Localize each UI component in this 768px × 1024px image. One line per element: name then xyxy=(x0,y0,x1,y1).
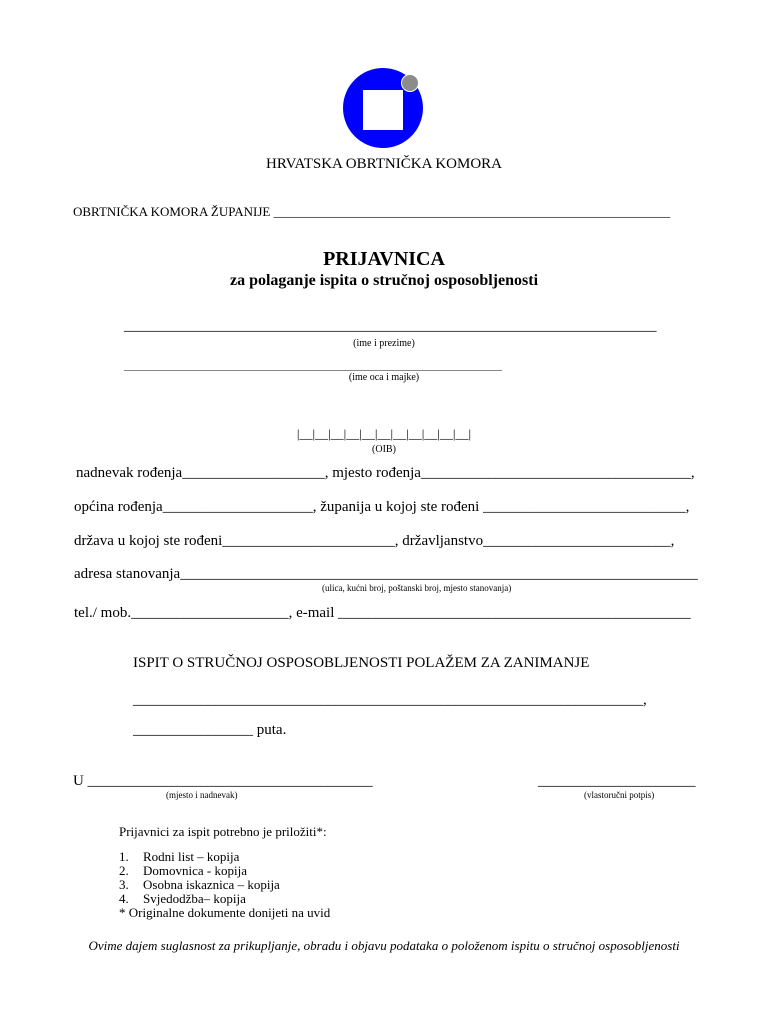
birth-date-place-line[interactable]: nadnevak rođenja___________________, mjesto rođenja____________________________________, xyxy=(76,465,695,481)
form-subtitle: za polaganje ispita o stručnoj osposobljenosti xyxy=(229,272,539,289)
municipality-county-line[interactable]: općina rođenja____________________, županija u kojoj ste rođeni ___________________________, xyxy=(74,499,690,515)
place-date-line[interactable]: U ______________________________________ xyxy=(73,773,373,789)
oib-boxes[interactable]: |__|__|__|__|__|__|__|__|__|__|__| xyxy=(296,426,472,441)
name-field-line[interactable]: _______________________________________________________________________ xyxy=(124,318,657,334)
place-date-caption: (mjesto i nadnevak) xyxy=(166,790,238,800)
exam-heading: ISPIT O STRUČNOJ OSPOSOBLJENOSTI POLAŽEM ZA ZANIMANJE xyxy=(133,655,590,671)
parents-caption: (ime oca i majke) xyxy=(348,372,420,383)
oib-caption: (OIB) xyxy=(372,444,396,455)
attachments-intro: Prijavnici za ispit potrebno je priložiti*: xyxy=(119,824,327,839)
occupation-line[interactable]: ____________________________________________________________________, xyxy=(133,692,647,708)
signature-line[interactable]: _____________________ xyxy=(538,773,696,789)
form-title: PRIJAVNICA xyxy=(323,248,445,270)
county-chamber-line: OBRTNIČKA KOMORA ŽUPANIJE _____________________________________________________________ xyxy=(73,204,671,219)
list-item: 2. Domovnica - kopija xyxy=(119,863,247,878)
attempts-line[interactable]: ________________ puta. xyxy=(133,722,287,738)
signature-caption: (vlastoručni potpis) xyxy=(584,790,655,800)
address-line[interactable]: adresa stanovanja_____________________________________________________________________ xyxy=(74,566,698,582)
organization-name: HRVATSKA OBRTNIČKA KOMORA xyxy=(266,156,502,172)
address-caption: (ulica, kućni broj, poštanski broj, mjesto stanovanja) xyxy=(322,583,512,593)
country-citizenship-line[interactable]: država u kojoj ste rođeni_______________________, državljanstvo_________________________, xyxy=(74,533,675,549)
list-item: 3. Osobna iskaznica – kopija xyxy=(119,877,280,892)
list-item: 1. Rodni list – kopija xyxy=(119,849,240,864)
hok-logo xyxy=(343,68,427,148)
list-item: 4. Svjedodžba– kopija xyxy=(119,891,246,906)
parents-field-line[interactable]: ____________________________________________________________________________________ xyxy=(124,362,502,372)
contact-line[interactable]: tel./ mob._____________________, e-mail _______________________________________________ xyxy=(74,605,691,621)
name-caption: (ime i prezime) xyxy=(353,338,415,349)
attachments-footnote: * Originalne dokumente donijeti na uvid xyxy=(119,905,331,920)
consent-statement: Ovime dajem suglasnost za prikupljanje, obradu i objavu podataka o položenom ispitu o stručnoj osposobljenosti xyxy=(88,938,680,953)
attachments-list xyxy=(119,850,330,920)
